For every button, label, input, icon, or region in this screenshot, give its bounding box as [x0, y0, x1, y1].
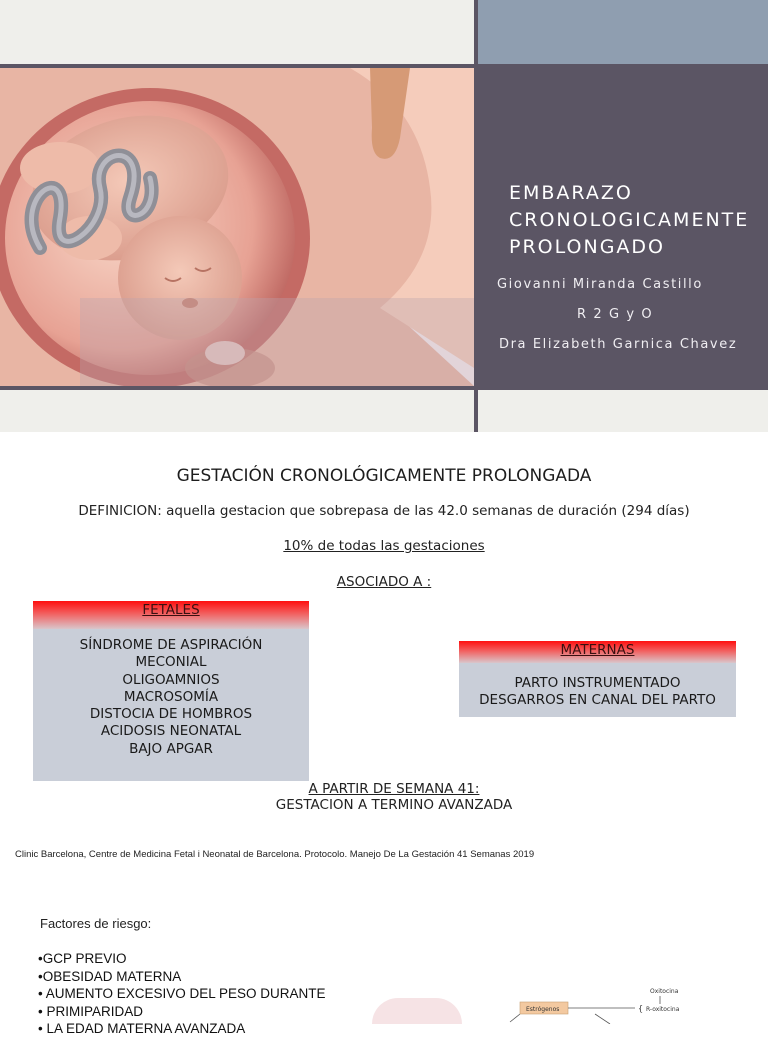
maternal-box-list [459, 663, 736, 710]
diagram-node-r-oxitocina: R-oxitocina [646, 1006, 680, 1013]
definition [0, 503, 768, 519]
bottom-divider [0, 386, 768, 390]
author-name: Giovanni Miranda Castillo [497, 277, 703, 292]
hormone-diagram [500, 980, 730, 1024]
list-item: • AUMENTO EXCESIVO DEL PESO DURANTE [38, 986, 326, 1001]
associated-heading: ASOCIADO A : [336, 574, 432, 590]
percentage-note: 10% de todas las gestaciones [283, 538, 485, 554]
partial-illustration [372, 998, 462, 1024]
list-item: MECONIAL [135, 654, 207, 671]
diagram-arrow [510, 1014, 520, 1022]
author-grade: R 2 G y O [577, 307, 654, 322]
list-item: SÍNDROME DE ASPIRACIÓN [79, 637, 263, 653]
fetus-in-uterus-image [0, 68, 474, 386]
slide-title: GESTACIÓN CRONOLÓGICAMENTE PROLONGADA [176, 466, 592, 486]
svg-text:{: { [638, 1004, 644, 1013]
fetal-box-header: FETALES [33, 601, 309, 629]
maternal-box-header: MATERNAS [459, 641, 736, 663]
week-heading: A PARTIR DE SEMANA 41: [308, 781, 480, 797]
list-item: PARTO INSTRUMENTADO [514, 675, 681, 691]
accent-block [478, 0, 768, 64]
week-note [10, 781, 768, 813]
diagram-node-oxitocina: Oxitocina [650, 988, 679, 995]
bottom-right-band [478, 390, 768, 432]
fetal-box [33, 601, 309, 781]
list-item: •GCP PREVIO [38, 951, 127, 966]
list-item: OLIGOAMNIOS [122, 671, 220, 688]
list-item: BAJO APGAR [129, 740, 213, 757]
risk-factors-title: Factores de riesgo: [40, 916, 152, 931]
risk-factors-list [38, 950, 326, 1038]
top-band [0, 0, 474, 64]
week-text: GESTACION A TERMINO AVANZADA [275, 797, 513, 813]
content-slide [0, 432, 768, 1036]
maternal-box [459, 641, 736, 717]
reference-citation: Clinic Barcelona, Centre de Medicina Fetal i Neonatal de Barcelona. Protocolo. Manejo De La Gestación 41 Semanas 2019 [15, 849, 535, 860]
list-item: •OBESIDAD MATERNA [38, 968, 182, 984]
diagram-arrow [595, 1014, 610, 1024]
bottom-band [0, 390, 474, 432]
list-item: MACROSOMÍA [123, 688, 219, 705]
advisor-name: Dra Elizabeth Garnica Chavez [499, 337, 738, 352]
list-item: • LA EDAD MATERNA AVANZADA [38, 1021, 246, 1036]
presentation-title: EMBARAZO CRONOLOGICAMENTE PROLONGADO [509, 182, 750, 258]
top-divider [0, 64, 768, 68]
diagram-node-estrogenos: Estrógenos [526, 1006, 560, 1013]
definition-label: DEFINICION [78, 503, 158, 519]
title-slide [0, 0, 768, 432]
fetal-box-list [33, 629, 309, 758]
list-item: ACIDOSIS NEONATAL [100, 723, 242, 740]
definition-text: : aquella gestacion que sobrepasa de las 42.0 semanas de duración (294 días) [157, 503, 690, 519]
list-item: DESGARROS EN CANAL DEL PARTO [479, 692, 716, 709]
list-item: • PRIMIPARIDAD [38, 1003, 143, 1019]
list-item: DISTOCIA DE HOMBROS [89, 706, 253, 723]
fetus-illustration [0, 68, 474, 386]
